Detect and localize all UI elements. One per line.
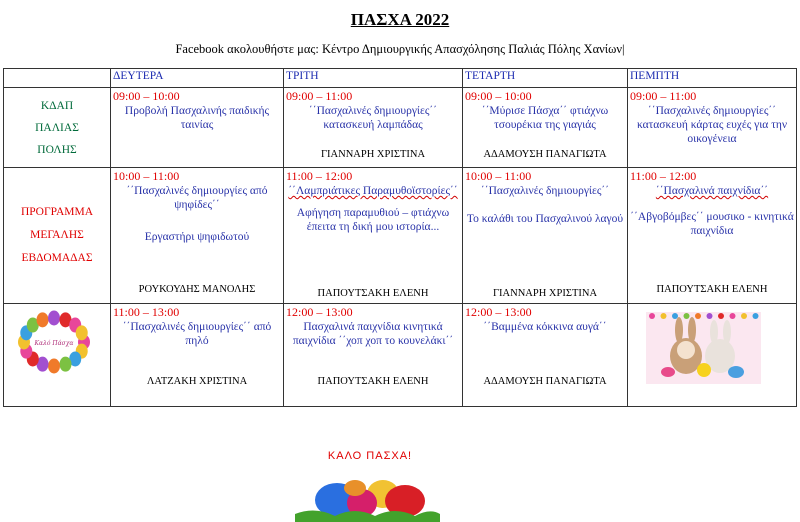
happy-easter-text: ΚΑΛΟ ΠΑΣΧΑ! bbox=[327, 450, 413, 462]
row-label-line: ΠΑΛΙΑΣ bbox=[35, 121, 79, 134]
row-label-program bbox=[4, 168, 111, 304]
row-label-line: ΚΔΑΠ bbox=[40, 99, 74, 112]
table-header-row bbox=[4, 69, 797, 88]
border-dot bbox=[672, 313, 678, 319]
schedule-cell bbox=[463, 304, 628, 407]
border-dot bbox=[707, 313, 713, 319]
border-dot bbox=[661, 313, 667, 319]
table-row bbox=[4, 168, 797, 304]
time-slot: 11:00 – 12:00 bbox=[286, 169, 353, 183]
wreath-egg bbox=[48, 311, 60, 326]
schedule-table bbox=[3, 68, 797, 407]
day-header: ΔΕΥΤΕΡΑ bbox=[111, 69, 284, 88]
activity-text: ΄΄Πασχαλινές δημιουργίες΄΄ από πηλό bbox=[122, 321, 272, 347]
activity-title: ΄΄Πασχαλινά παιχνίδια΄΄ bbox=[655, 185, 769, 197]
table-row bbox=[4, 88, 797, 168]
teacher-name: ΓΙΑΝΝΑΡΗ ΧΡΙΣΤΙΝΑ bbox=[320, 149, 426, 160]
time-slot: 11:00 – 13:00 bbox=[113, 305, 180, 319]
wreath-egg bbox=[48, 359, 60, 374]
day-header: ΠΕΜΠΤΗ bbox=[628, 69, 797, 88]
border-dot bbox=[753, 313, 759, 319]
border-dot bbox=[649, 313, 655, 319]
activity-text: ΄΄Αβγοβόμβες΄΄ μουσικο - κινητικά παιχνίδια bbox=[630, 211, 794, 237]
teacher-name: ΡΟΥΚΟΥΔΗΣ ΜΑΝΟΛΗΣ bbox=[138, 284, 256, 295]
row-label-line: ΕΒΔΟΜΑΔΑΣ bbox=[21, 252, 93, 264]
schedule-cell bbox=[463, 168, 628, 304]
schedule-cell bbox=[628, 88, 797, 168]
activity-title: ΄΄Πασχαλινές δημιουργίες από ψηφίδες΄΄ bbox=[126, 185, 268, 211]
activity-text: ΄΄Μύρισε Πάσχα΄΄ φτιάχνω τσουρέκια της γιαγιάς bbox=[481, 105, 609, 131]
schedule-cell bbox=[111, 304, 284, 407]
border-dot bbox=[741, 313, 747, 319]
activity-title: ΄΄Λαμπριάτικες Παραμυθοϊστορίες΄΄ bbox=[288, 185, 458, 197]
easter-bunnies-icon bbox=[646, 312, 761, 384]
border-dot bbox=[730, 313, 736, 319]
wreath-egg bbox=[59, 357, 71, 372]
table-row bbox=[4, 304, 797, 407]
row-label-line: ΠΟΛΗΣ bbox=[37, 143, 77, 156]
border-dot bbox=[684, 313, 690, 319]
activity-text: Αφήγηση παραμυθιού – φτιάχνω έπειτα τη δική μου ιστορία... bbox=[296, 207, 450, 233]
teacher-name: ΠΑΠΟΥΤΣΑΚΗ ΕΛΕΝΗ bbox=[656, 284, 768, 295]
border-dot bbox=[718, 313, 724, 319]
schedule-cell bbox=[284, 168, 463, 304]
activity-text: Εργαστήρι ψηφιδωτού bbox=[144, 231, 250, 243]
facebook-subtitle: Facebook ακολουθήστε μας: Κέντρο Δημιουργικής Απασχόλησης Παλιάς Πόλης Χανίων| bbox=[175, 42, 625, 56]
easter-egg-wreath-icon bbox=[12, 308, 96, 376]
wreath-egg bbox=[37, 312, 49, 327]
time-slot: 12:00 – 13:00 bbox=[286, 305, 353, 319]
border-dot bbox=[695, 313, 701, 319]
activity-text: Το καλάθι του Πασχαλινού λαγού bbox=[466, 213, 624, 225]
schedule-cell bbox=[284, 304, 463, 407]
time-slot: 09:00 – 10:00 bbox=[113, 89, 180, 103]
time-slot: 09:00 – 11:00 bbox=[630, 89, 697, 103]
schedule-cell bbox=[111, 168, 284, 304]
teacher-name: ΛΑΤΖΑΚΗ ΧΡΙΣΤΙΝΑ bbox=[146, 376, 248, 387]
teacher-name: ΠΑΠΟΥΤΣΑΚΗ ΕΛΕΝΗ bbox=[317, 288, 429, 299]
schedule-cell bbox=[463, 88, 628, 168]
activity-text: ΄΄Πασχαλινές δημιουργίες΄΄ κατασκευή κάρτας ευχές για την οικογένεια bbox=[636, 105, 788, 145]
image-cell-wreath bbox=[4, 304, 111, 407]
activity-text: ΄΄Πασχαλινές δημιουργίες΄΄ κατασκευή λαμπάδας bbox=[308, 105, 438, 131]
teacher-name: ΑΔΑΜΟΥΣΗ ΠΑΝΑΓΙΩΤΑ bbox=[483, 376, 607, 387]
schedule-cell bbox=[111, 88, 284, 168]
row-label-line: ΠΡΟΓΡΑΜΜΑ bbox=[20, 206, 94, 218]
time-slot: 10:00 – 11:00 bbox=[113, 169, 180, 183]
day-header: ΤΕΤΑΡΤΗ bbox=[463, 69, 628, 88]
time-slot: 09:00 – 11:00 bbox=[286, 89, 353, 103]
row-label-line: ΜΕΓΑΛΗΣ bbox=[30, 229, 84, 241]
activity-text: Προβολή Πασχαλινής παιδικής ταινίας bbox=[124, 105, 270, 131]
time-slot: 09:00 – 10:00 bbox=[465, 89, 532, 103]
activity-text: Πασχαλινά παιχνίδια κινητικά παιχνίδια ΄΄χοπ χοπ το κουνελάκι΄΄ bbox=[292, 321, 454, 347]
time-slot: 12:00 – 13:00 bbox=[465, 305, 532, 319]
corner-cell bbox=[4, 69, 111, 88]
teacher-name: ΓΙΑΝΝΑΡΗ ΧΡΙΣΤΙΝΑ bbox=[492, 288, 598, 299]
time-slot: 11:00 – 12:00 bbox=[630, 169, 697, 183]
image-cell-bunny bbox=[628, 304, 797, 407]
page-title: ΠΑΣΧΑ 2022 bbox=[350, 10, 450, 29]
activity-title: ΄΄Πασχαλινές δημιουργίες΄΄ bbox=[480, 185, 610, 197]
wreath-egg bbox=[76, 325, 88, 340]
time-slot: 10:00 – 11:00 bbox=[465, 169, 532, 183]
day-header: ΤΡΙΤΗ bbox=[284, 69, 463, 88]
row-label-kdap bbox=[4, 88, 111, 168]
schedule-cell bbox=[628, 168, 797, 304]
teacher-name: ΠΑΠΟΥΤΣΑΚΗ ΕΛΕΝΗ bbox=[317, 376, 429, 387]
schedule-cell bbox=[284, 88, 463, 168]
teacher-name: ΑΔΑΜΟΥΣΗ ΠΑΝΑΓΙΩΤΑ bbox=[483, 149, 607, 160]
wreath-caption: Καλό Πάσχα bbox=[34, 340, 74, 347]
painted-eggs-icon bbox=[295, 470, 440, 522]
activity-text: ΄΄Βαμμένα κόκκινα αυγά΄΄ bbox=[483, 321, 607, 333]
